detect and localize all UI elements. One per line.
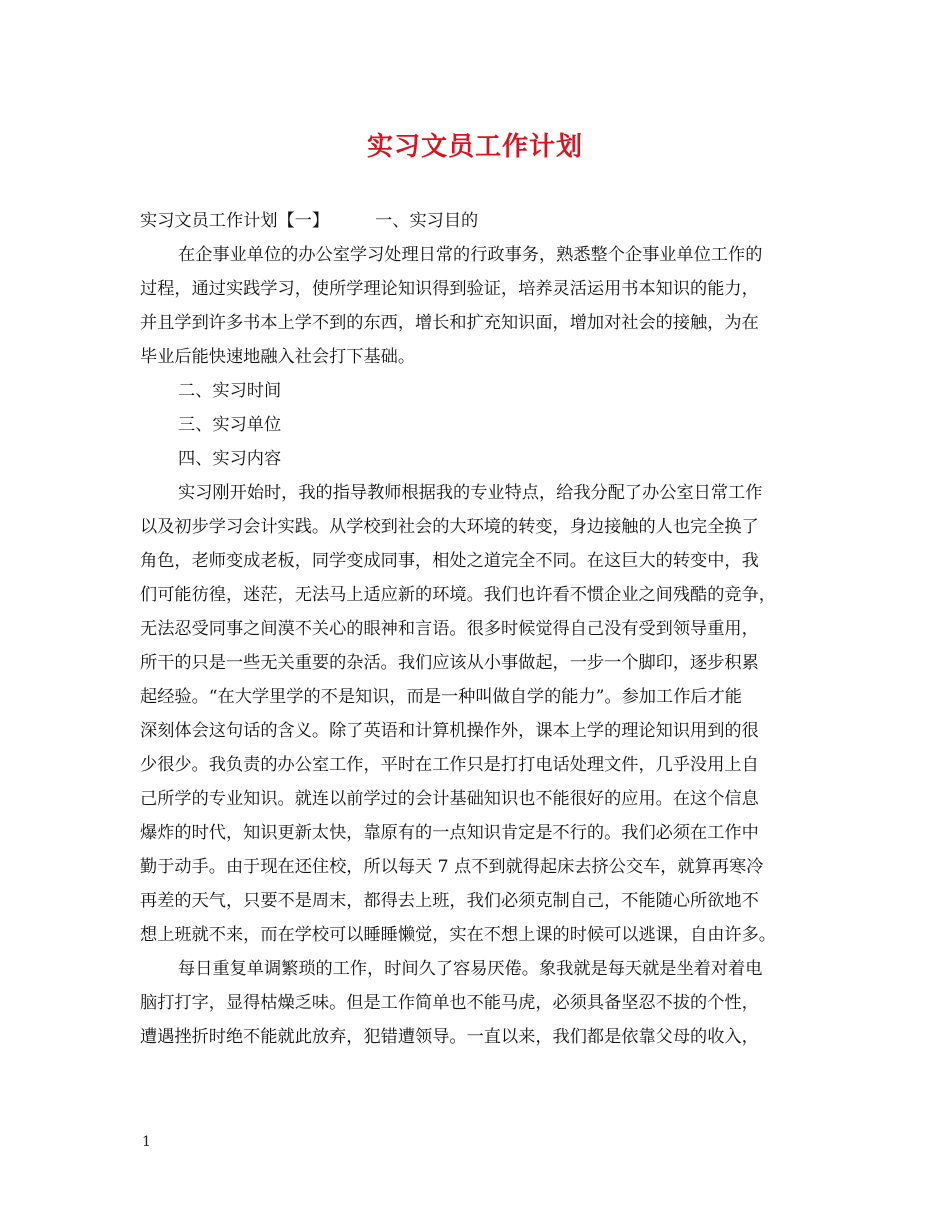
paragraph-line: 再差的天气，只要不是周末，都得去上班，我们必须克制自己，不能随心所欲地不 <box>140 891 759 911</box>
section-heading: 四、实习内容 <box>178 449 282 469</box>
paragraph-line: 并且学到许多书本上学不到的东西，增长和扩充知识面，增加对社会的接触，为在 <box>140 313 759 333</box>
section-heading: 三、实习单位 <box>178 415 282 435</box>
paragraph-line: 己所学的专业知识。就连以前学过的会计基础知识也不能很好的应用。在这个信息 <box>140 789 759 809</box>
paragraph-line: 过程，通过实践学习，使所学理论知识得到验证，培养灵活运用书本知识的能力， <box>140 279 759 299</box>
paragraph-line: 想上班就不来，而在学校可以睡睡懒觉，实在不想上课的时候可以逃课，自由许多。 <box>140 925 776 945</box>
section-heading: 二、实习时间 <box>178 381 282 401</box>
page-title: 实习文员工作计划 <box>366 132 583 162</box>
paragraph-line: 们可能彷徨，迷茫，无法马上适应新的环境。我们也许看不惯企业之间残酷的竞争， <box>140 585 776 605</box>
paragraph-line: 少很少。我负责的办公室工作，平时在工作只是打打电话处理文件，几乎没用上自 <box>140 755 759 775</box>
paragraph-line: 无法忍受同事之间漠不关心的眼神和言语。很多时候觉得自己没有受到领导重用， <box>140 619 759 639</box>
part-label: 实习文员工作计划【一】 <box>140 211 330 231</box>
paragraph-line: 以及初步学习会计实践。从学校到社会的大环境的转变，身边接触的人也完全换了 <box>140 517 759 537</box>
paragraph-line: 爆炸的时代，知识更新太快，靠原有的一点知识肯定是不行的。我们必须在工作中 <box>140 823 759 843</box>
paragraph-line: 遭遇挫折时绝不能就此放弃，犯错遭领导。一直以来，我们都是依靠父母的收入， <box>140 1027 759 1047</box>
paragraph-line: 角色，老师变成老板，同学变成同事，相处之道完全不同。在这巨大的转变中，我 <box>140 551 759 571</box>
paragraph-line: 勤于动手。由于现在还住校，所以每天 7 点不到就得起床去挤公交车，就算再寒冷 <box>140 857 764 877</box>
document-body <box>140 204 812 1054</box>
paragraph-line: 在企事业单位的办公室学习处理日常的行政事务，熟悉整个企事业单位工作的 <box>178 245 763 265</box>
paragraph-line: 毕业后能快速地融入社会打下基础。 <box>140 347 416 367</box>
paragraph-line: 深刻体会这句话的含义。除了英语和计算机操作外，课本上学的理论知识用到的很 <box>140 721 759 741</box>
paragraph-line: 所干的只是一些无关重要的杂活。我们应该从小事做起，一步一个脚印，逐步积累 <box>140 653 759 673</box>
section-heading: 一、实习目的 <box>375 211 479 231</box>
paragraph-line: 起经验。“在大学里学的不是知识，而是一种叫做自学的能力”。参加工作后才能 <box>140 687 742 707</box>
paragraph-line: 脑打打字，显得枯燥乏味。但是工作简单也不能马虎，必须具备坚忍不拔的个性， <box>140 993 759 1013</box>
page-number: 1 <box>142 1134 151 1150</box>
paragraph-line: 实习刚开始时，我的指导教师根据我的专业特点，给我分配了办公室日常工作 <box>178 483 763 503</box>
paragraph-line: 每日重复单调繁琐的工作，时间久了容易厌倦。象我就是每天就是坐着对着电 <box>178 959 763 979</box>
intro-line <box>140 204 812 238</box>
